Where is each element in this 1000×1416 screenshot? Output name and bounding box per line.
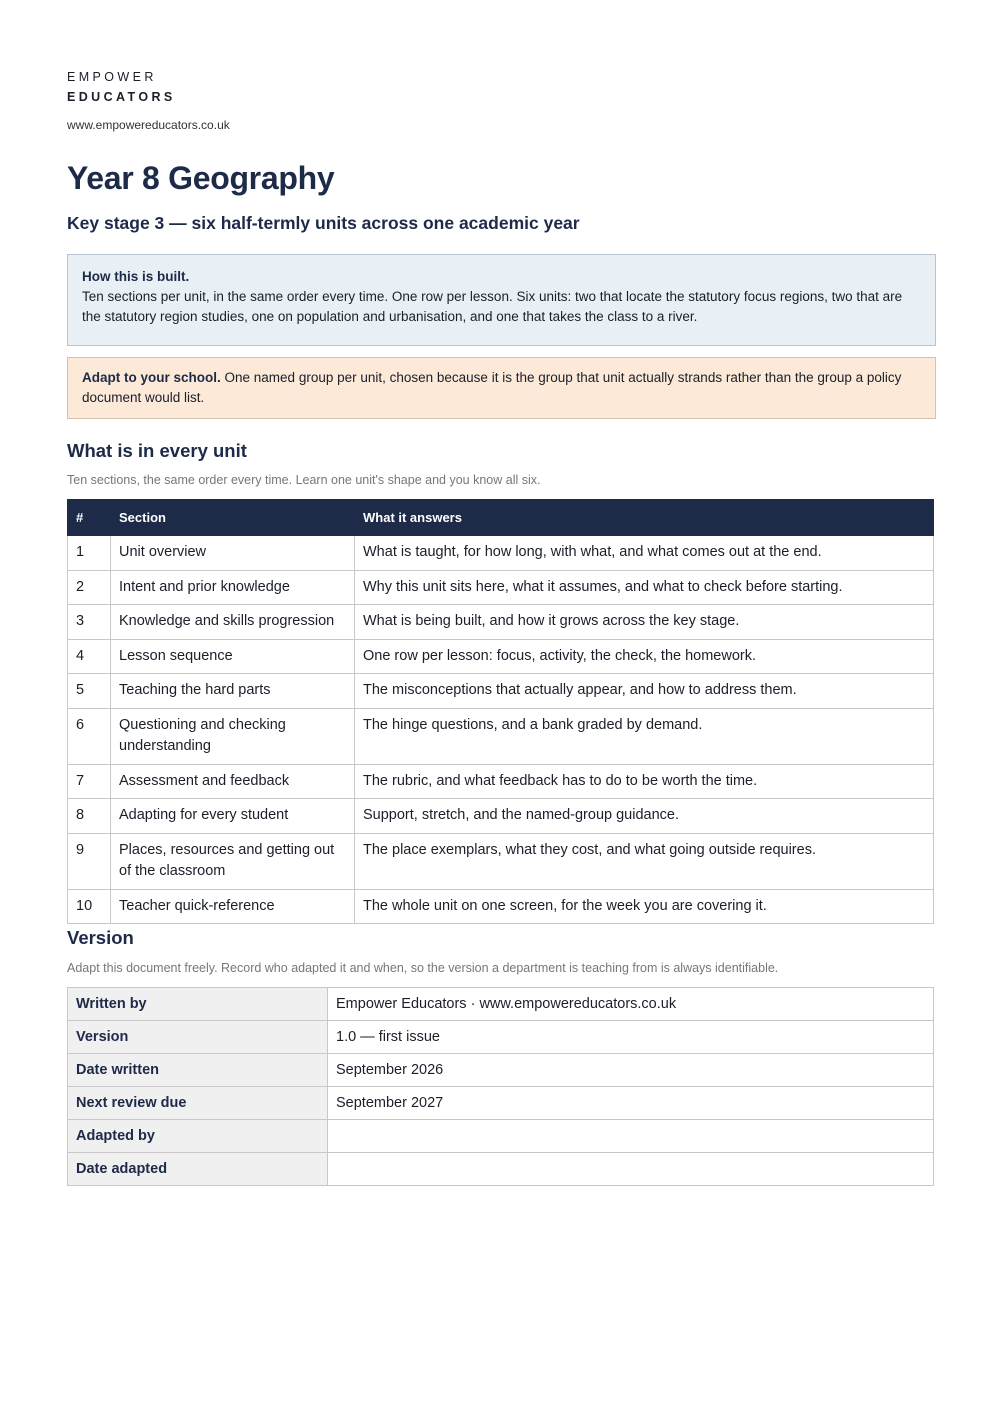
row-section: Teaching the hard parts: [111, 674, 355, 709]
unit-sections-table-body: [68, 536, 934, 924]
how-built-note: [67, 254, 936, 346]
table-row: [68, 639, 934, 674]
version-label: Date written: [68, 1054, 328, 1087]
row-number: 1: [68, 536, 111, 571]
row-answer: The misconceptions that actually appear, and how to address them.: [355, 674, 934, 709]
adapt-note-text: One named group per unit, chosen because it is the group that unit actually strands rather than the group a policy document would list.: [82, 370, 902, 405]
table-row: [68, 536, 934, 571]
row-answer: Why this unit sits here, what it assumes, and what to check before starting.: [355, 570, 934, 605]
row-number: 5: [68, 674, 111, 709]
version-row-written-by: [68, 988, 934, 1021]
adapt-note-heading: Adapt to your school.: [82, 370, 221, 385]
column-header-section: Section: [111, 500, 355, 536]
table-row: [68, 799, 934, 834]
unit-sections-table: [67, 499, 934, 924]
row-section: Unit overview: [111, 536, 355, 571]
row-answer: The place exemplars, what they cost, and what going outside requires.: [355, 833, 934, 889]
row-answer: What is being built, and how it grows across the key stage.: [355, 605, 934, 640]
version-label: Written by: [68, 988, 328, 1021]
row-number: 6: [68, 708, 111, 764]
version-label: Next review due: [68, 1087, 328, 1120]
row-number: 2: [68, 570, 111, 605]
row-answer: Support, stretch, and the named-group guidance.: [355, 799, 934, 834]
table-row: [68, 889, 934, 924]
table-row: [68, 764, 934, 799]
row-answer: The hinge questions, and a bank graded by demand.: [355, 708, 934, 764]
version-section-heading: Version: [67, 927, 134, 948]
version-table: [67, 987, 934, 1186]
table-header-row: [68, 500, 934, 536]
row-number: 4: [68, 639, 111, 674]
version-value: [328, 1120, 934, 1153]
row-section: Questioning and checking understanding: [111, 708, 355, 764]
brand-name-line2: EDUCATORS: [67, 90, 176, 104]
table-row: [68, 570, 934, 605]
table-row: [68, 833, 934, 889]
table-row: [68, 674, 934, 709]
page-title: Year 8 Geography: [67, 160, 335, 196]
version-value: Empower Educators · www.empowereducators.co.uk: [328, 988, 934, 1021]
version-row-adapted-by: [68, 1120, 934, 1153]
row-section: Adapting for every student: [111, 799, 355, 834]
row-number: 10: [68, 889, 111, 924]
column-header-number: #: [68, 500, 111, 536]
version-label: Version: [68, 1021, 328, 1054]
units-section-heading: What is in every unit: [67, 440, 247, 461]
version-row-date-adapted: [68, 1153, 934, 1186]
page-subtitle: Key stage 3 — six half-termly units across one academic year: [67, 213, 580, 233]
version-row-version: [68, 1021, 934, 1054]
how-built-text: Ten sections per unit, in the same order every time. One row per lesson. Six units: two that locate the statutory focus regions, two that are the statutory region studies, one on population and urbanisation, and one that takes the class to a river.: [82, 289, 903, 324]
row-section: Assessment and feedback: [111, 764, 355, 799]
row-answer: What is taught, for how long, with what, and what comes out at the end.: [355, 536, 934, 571]
row-section: Intent and prior knowledge: [111, 570, 355, 605]
column-header-answer: What it answers: [355, 500, 934, 536]
table-row: [68, 605, 934, 640]
version-value: 1.0 — first issue: [328, 1021, 934, 1054]
version-value: [328, 1153, 934, 1186]
row-answer: The rubric, and what feedback has to do to be worth the time.: [355, 764, 934, 799]
units-section-description: Ten sections, the same order every time. Learn one unit's shape and you know all six.: [67, 473, 541, 487]
version-section-description: Adapt this document freely. Record who adapted it and when, so the version a department is teaching from is always identifiable.: [67, 961, 779, 975]
row-section: Knowledge and skills progression: [111, 605, 355, 640]
version-label: Adapted by: [68, 1120, 328, 1153]
row-section: Teacher quick-reference: [111, 889, 355, 924]
row-answer: One row per lesson: focus, activity, the check, the homework.: [355, 639, 934, 674]
version-value: September 2026: [328, 1054, 934, 1087]
site-url: www.empowereducators.co.uk: [67, 118, 230, 132]
row-number: 7: [68, 764, 111, 799]
how-built-heading: How this is built.: [82, 269, 190, 284]
row-section: Places, resources and getting out of the classroom: [111, 833, 355, 889]
version-row-next-review: [68, 1087, 934, 1120]
adapt-note: [67, 357, 936, 419]
row-number: 3: [68, 605, 111, 640]
version-value: September 2027: [328, 1087, 934, 1120]
row-section: Lesson sequence: [111, 639, 355, 674]
row-answer: The whole unit on one screen, for the week you are covering it.: [355, 889, 934, 924]
brand-logo: [67, 69, 176, 105]
version-label: Date adapted: [68, 1153, 328, 1186]
unit-sections-table-header: [68, 500, 934, 536]
version-row-date-written: [68, 1054, 934, 1087]
row-number: 9: [68, 833, 111, 889]
brand-name-line1: EMPOWER: [67, 70, 157, 84]
table-row: [68, 708, 934, 764]
row-number: 8: [68, 799, 111, 834]
